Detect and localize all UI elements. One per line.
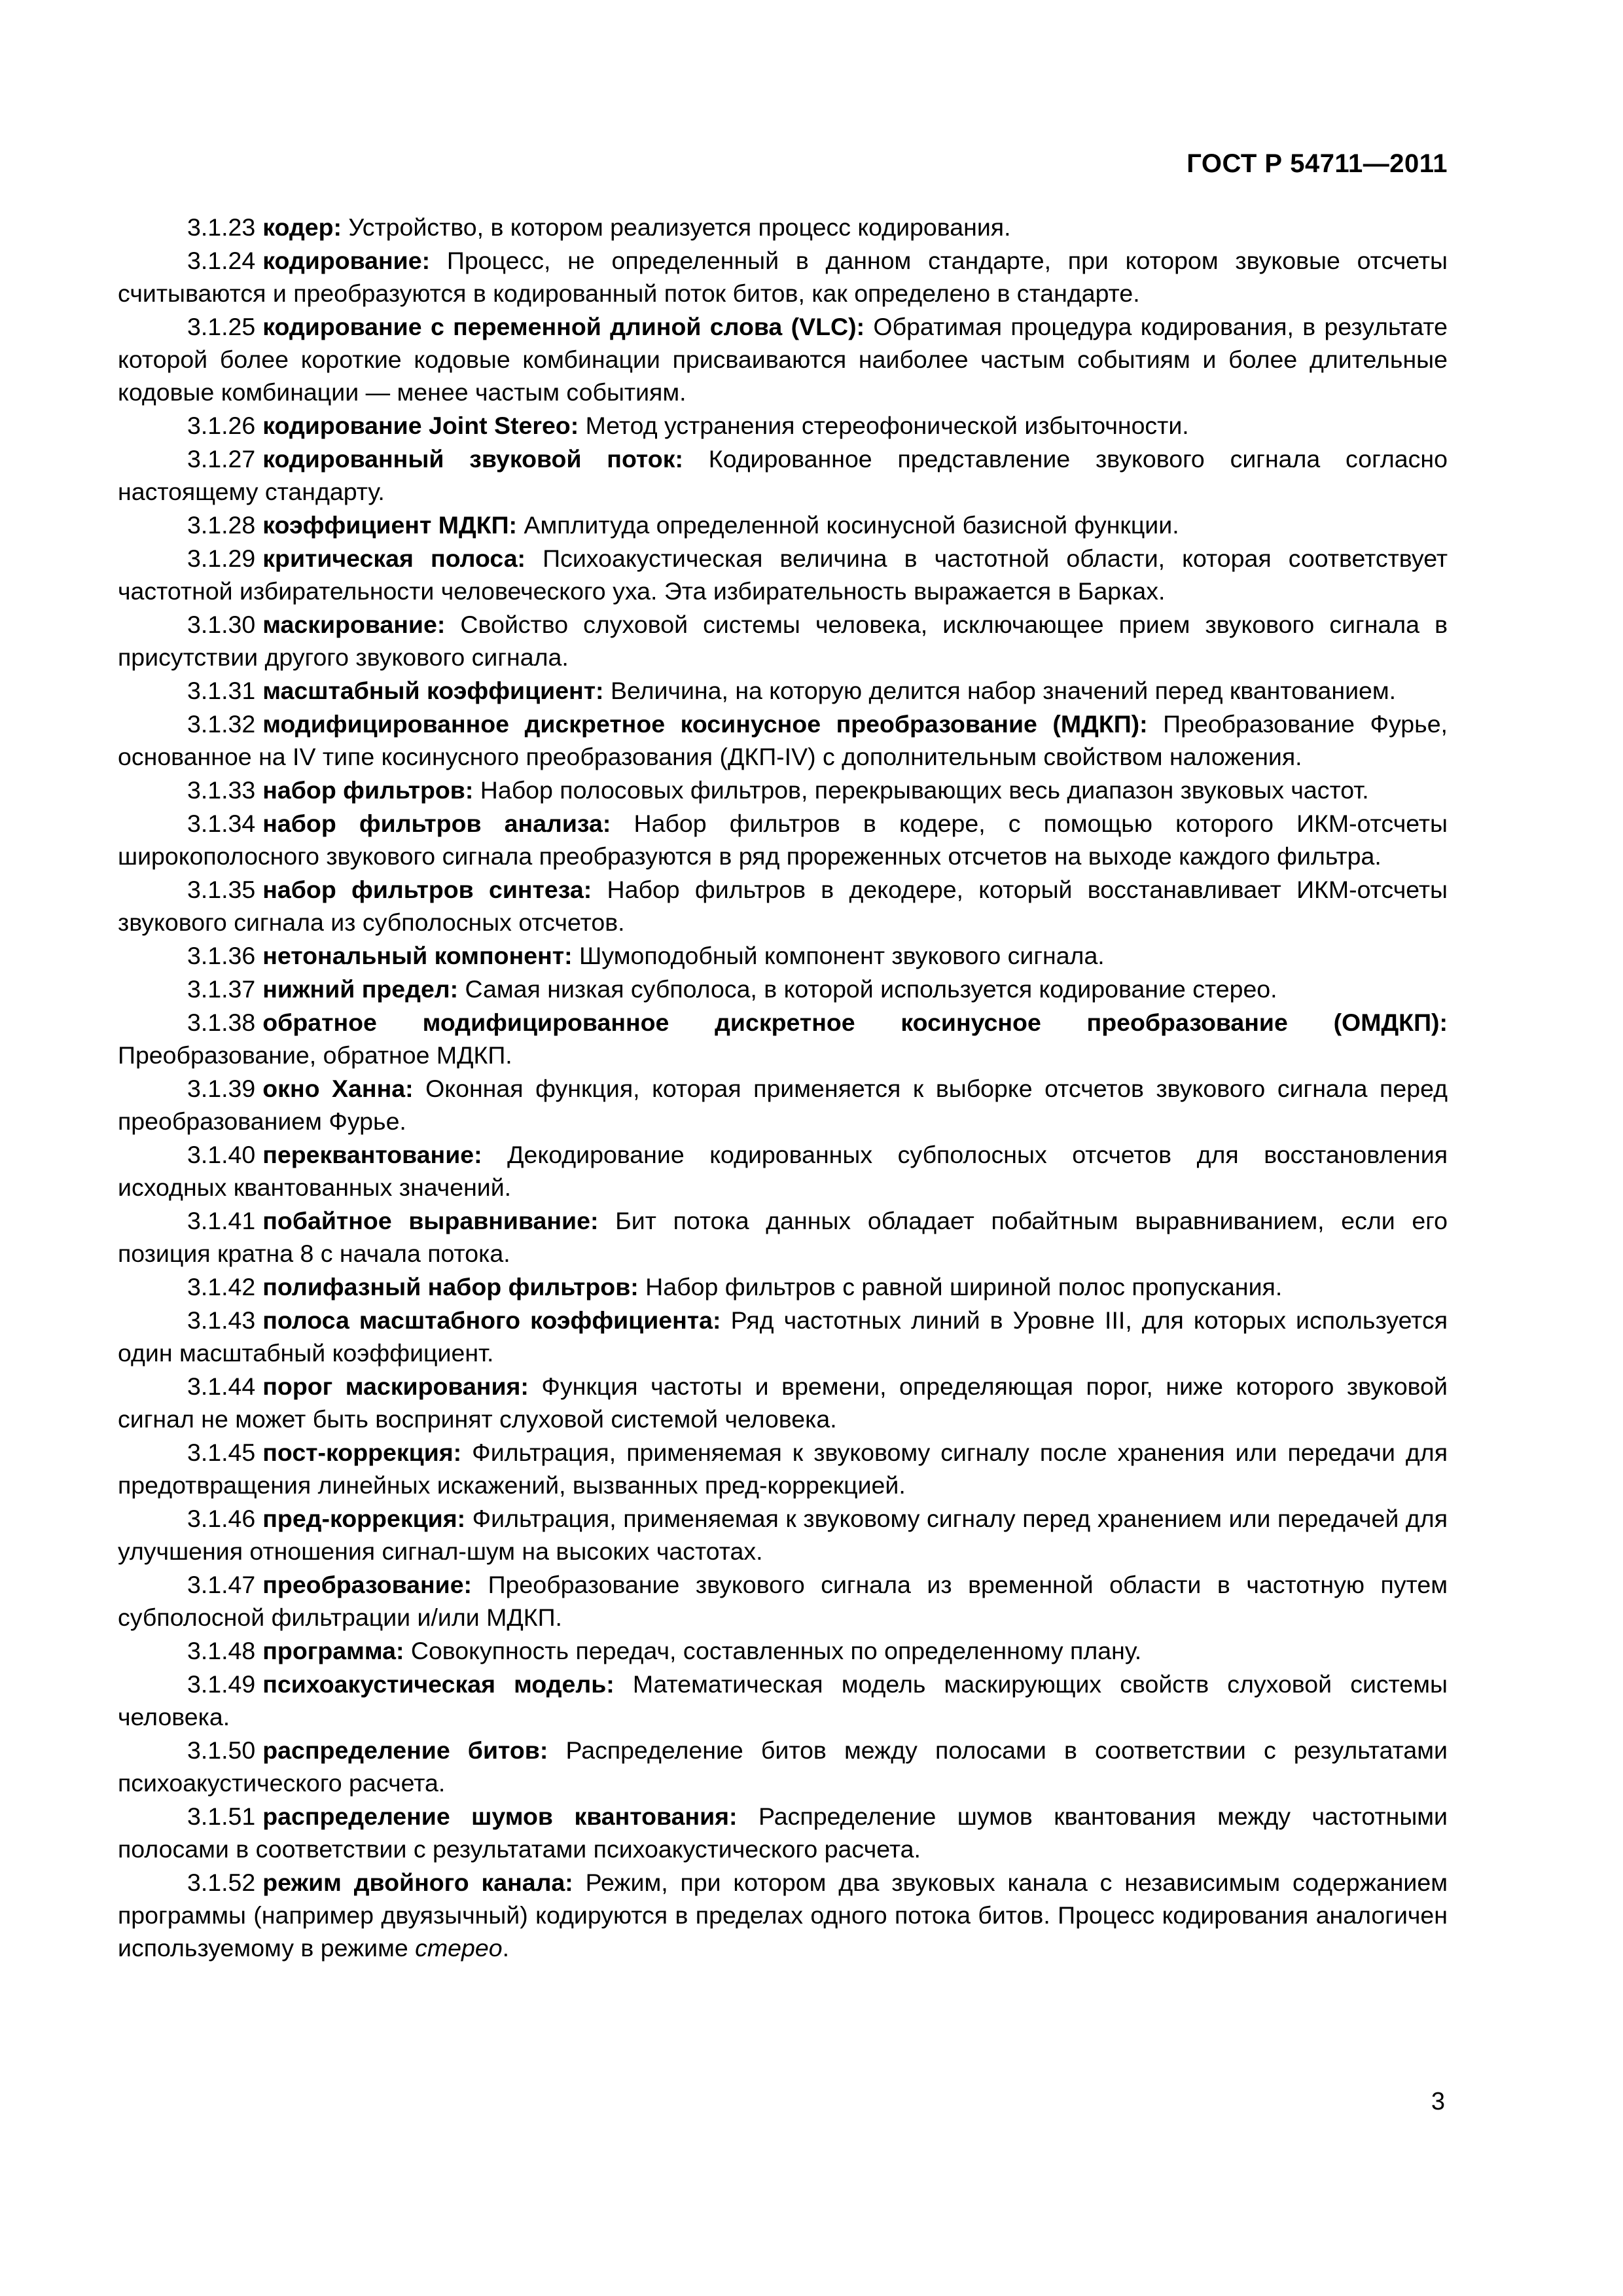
entry-term: полифазный набор фильтров: <box>262 1273 639 1300</box>
entry-term: программа: <box>262 1637 404 1664</box>
entry-term: распределение битов: <box>262 1736 548 1764</box>
definitions-list <box>118 211 1448 1965</box>
entry-text: Набор полосовых фильтров, перекрывающих весь диапазон звуковых частот. <box>473 776 1369 804</box>
entry-term: кодирование Joint Stereo: <box>262 412 579 439</box>
definition-entry <box>118 1270 1448 1303</box>
entry-text: Математическая модель маскирующих свойств слуховой системы человека. <box>118 1670 1448 1731</box>
entry-term: набор фильтров: <box>262 776 474 804</box>
entry-text: Шумоподобный компонент звукового сигнала. <box>572 942 1105 969</box>
entry-text: Метод устранения стереофонической избыточности. <box>579 412 1189 439</box>
definition-entry <box>118 973 1448 1005</box>
entry-text: Декодирование кодированных субполосных отсчетов для восстановления исходных квантованных значений. <box>118 1141 1448 1201</box>
entry-text: Совокупность передач, составленных по определенному плану. <box>404 1637 1142 1664</box>
entry-term: кодирование с переменной длиной слова (VLC): <box>262 313 865 340</box>
entry-text: Набор фильтров в кодере, с помощью которого ИКМ-отсчеты широкополосного звукового сигнала преобразуются в ряд прореженных отсчетов на выходе каждого фильтра. <box>118 810 1448 870</box>
definition-entry <box>118 509 1448 541</box>
definition-entry <box>118 1072 1448 1138</box>
definition-entry <box>118 1634 1448 1667</box>
entry-term: коэффициент МДКП: <box>262 511 518 539</box>
entry-text: Фильтрация, применяемая к звуковому сигналу перед хранением или передачей для улучшения отношения сигнал-шум на высоких частотах. <box>118 1505 1448 1565</box>
entry-term: кодирование: <box>262 247 431 274</box>
entry-term: кодер: <box>262 213 342 241</box>
entry-number: 3.1.38 <box>187 1009 256 1036</box>
entry-number: 3.1.50 <box>187 1736 256 1764</box>
entry-number: 3.1.33 <box>187 776 256 804</box>
entry-term: пред-коррекция: <box>262 1505 466 1532</box>
entry-term: набор фильтров синтеза: <box>262 876 592 903</box>
entry-term: масштабный коэффициент: <box>262 677 604 704</box>
entry-term: критическая полоса: <box>262 545 526 572</box>
definition-entry <box>118 608 1448 673</box>
definition-entry <box>118 708 1448 773</box>
entry-term: нетональный компонент: <box>262 942 573 969</box>
running-header-standard-id: ГОСТ Р 54711—2011 <box>1186 149 1448 178</box>
entry-term: маскирование: <box>262 611 446 638</box>
entry-text: Кодированное представление звукового сигнала согласно настоящему стандарту. <box>118 445 1448 505</box>
entry-number: 3.1.35 <box>187 876 256 903</box>
entry-number: 3.1.41 <box>187 1207 256 1234</box>
definition-entry <box>118 674 1448 707</box>
entry-term: преобразование: <box>262 1571 473 1598</box>
entry-number: 3.1.30 <box>187 611 256 638</box>
entry-term: обратное модифицированное дискретное косинусное преобразование (ОМДКП): <box>262 1009 1448 1036</box>
entry-text: Процесс, не определенный в данном стандарте, при котором звуковые отсчеты считываются и преобразуются в кодированный поток битов, как определено в стандарте. <box>118 247 1448 307</box>
entry-text: Распределение шумов квантования между частотными полосами в соответствии с результатами психоакустического расчета. <box>118 1803 1448 1863</box>
definition-entry <box>118 310 1448 408</box>
entry-text: Величина, на которую делится набор значений перед квантованием. <box>603 677 1397 704</box>
definition-entry <box>118 1668 1448 1733</box>
definition-entry <box>118 244 1448 310</box>
entry-text: Набор фильтров с равной шириной полос пропускания. <box>638 1273 1283 1300</box>
entry-term: пост-коррекция: <box>262 1439 462 1466</box>
entry-term: распределение шумов квантования: <box>262 1803 738 1830</box>
entry-number: 3.1.46 <box>187 1505 256 1532</box>
definition-entry <box>118 807 1448 872</box>
definition-entry <box>118 542 1448 607</box>
definition-entry <box>118 1800 1448 1865</box>
definition-entry <box>118 1502 1448 1568</box>
entry-number: 3.1.48 <box>187 1637 256 1664</box>
entry-term: полоса масштабного коэффициента: <box>262 1306 721 1334</box>
entry-term: набор фильтров анализа: <box>262 810 611 837</box>
entry-text: Преобразование, обратное МДКП. <box>118 1041 512 1069</box>
entry-term: окно Ханна: <box>262 1075 414 1102</box>
entry-text: Функция частоты и времени, определяющая порог, ниже которого звуковой сигнал не может быть воспринят слуховой системой человека. <box>118 1372 1448 1433</box>
definition-entry <box>118 939 1448 972</box>
entry-number: 3.1.36 <box>187 942 256 969</box>
entry-term: нижний предел: <box>262 975 459 1003</box>
entry-number: 3.1.47 <box>187 1571 256 1598</box>
entry-number: 3.1.31 <box>187 677 256 704</box>
definition-entry <box>118 442 1448 508</box>
entry-number: 3.1.37 <box>187 975 256 1003</box>
entry-text: Свойство слуховой системы человека, исключающее прием звукового сигнала в присутствии другого звукового сигнала. <box>118 611 1448 671</box>
entry-text-tail: . <box>502 1934 509 1962</box>
definition-entry <box>118 1568 1448 1634</box>
definition-entry <box>118 774 1448 806</box>
entry-number: 3.1.45 <box>187 1439 256 1466</box>
entry-number: 3.1.49 <box>187 1670 256 1698</box>
definition-entry <box>118 873 1448 939</box>
definition-entry <box>118 1006 1448 1071</box>
entry-number: 3.1.24 <box>187 247 256 274</box>
entry-text: Ряд частотных линий в Уровне III, для которых используется один масштабный коэффициент. <box>118 1306 1448 1367</box>
entry-text: Преобразование Фурье, основанное на IV типе косинусного преобразования (ДКП-IV) с дополнительным свойством наложения. <box>118 710 1448 770</box>
definition-entry <box>118 1370 1448 1435</box>
entry-text: Амплитуда определенной косинусной базисной функции. <box>517 511 1179 539</box>
entry-number: 3.1.32 <box>187 710 256 738</box>
entry-text: Бит потока данных обладает побайтным выравниванием, если его позиция кратна 8 с начала потока. <box>118 1207 1448 1267</box>
definition-entry <box>118 1204 1448 1270</box>
entry-text: Фильтрация, применяемая к звуковому сигналу после хранения или передачи для предотвращения линейных искажений, вызванных пред-коррекцией. <box>118 1439 1448 1499</box>
definition-entry <box>118 211 1448 243</box>
entry-term: психоакустическая модель: <box>262 1670 615 1698</box>
entry-number: 3.1.52 <box>187 1869 256 1896</box>
entry-text: Преобразование звукового сигнала из временной области в частотную путем субполосной фильтрации и/или МДКП. <box>118 1571 1448 1631</box>
entry-term: кодированный звуковой поток: <box>262 445 683 473</box>
entry-text: Обратимая процедура кодирования, в результате которой более короткие кодовые комбинации присваиваются наиболее частым событиям и более длительные кодовые комбинации — менее частым событиям. <box>118 313 1448 406</box>
entry-text: Самая низкая субполоса, в которой используется кодирование стерео. <box>458 975 1277 1003</box>
entry-text: Режим, при котором два звуковых канала с независимым содержанием программы (например двуязычный) кодируются в пределах одного потока битов. Процесс кодирования аналогичен используемому в режиме <box>118 1869 1448 1962</box>
entry-term: модифицированное дискретное косинусное преобразование (МДКП): <box>262 710 1148 738</box>
entry-term: режим двойного канала: <box>262 1869 573 1896</box>
definition-entry <box>118 1436 1448 1501</box>
entry-term: побайтное выравнивание: <box>262 1207 599 1234</box>
entry-number: 3.1.40 <box>187 1141 256 1168</box>
entry-term: переквантование: <box>262 1141 482 1168</box>
entry-text: Устройство, в котором реализуется процесс кодирования. <box>342 213 1011 241</box>
entry-number: 3.1.28 <box>187 511 256 539</box>
definition-entry <box>118 409 1448 442</box>
entry-text: Оконная функция, которая применяется к выборке отсчетов звукового сигнала перед преобразованием Фурье. <box>118 1075 1448 1135</box>
entry-number: 3.1.26 <box>187 412 256 439</box>
entry-number: 3.1.23 <box>187 213 256 241</box>
definition-entry <box>118 1304 1448 1369</box>
entry-number: 3.1.29 <box>187 545 256 572</box>
entry-number: 3.1.42 <box>187 1273 256 1300</box>
entry-number: 3.1.34 <box>187 810 256 837</box>
definition-entry <box>118 1138 1448 1204</box>
entry-number: 3.1.25 <box>187 313 256 340</box>
page-number: 3 <box>1431 2088 1445 2115</box>
definition-entry <box>118 1734 1448 1799</box>
entry-number: 3.1.39 <box>187 1075 256 1102</box>
definition-entry <box>118 1866 1448 1964</box>
entry-number: 3.1.51 <box>187 1803 256 1830</box>
entry-text: Набор фильтров в декодере, который восстанавливает ИКМ-отсчеты звукового сигнала из субполосных отсчетов. <box>118 876 1448 936</box>
entry-text: Психоакустическая величина в частотной области, которая соответствует частотной избирательности человеческого уха. Эта избирательность выражается в Барках. <box>118 545 1448 605</box>
entry-number: 3.1.44 <box>187 1372 256 1400</box>
entry-text: Распределение битов между полосами в соответствии с результатами психоакустического расчета. <box>118 1736 1448 1797</box>
entry-term: порог маскирования: <box>262 1372 529 1400</box>
entry-number: 3.1.27 <box>187 445 256 473</box>
entry-italic-term: стерео <box>415 1934 503 1962</box>
entry-number: 3.1.43 <box>187 1306 256 1334</box>
